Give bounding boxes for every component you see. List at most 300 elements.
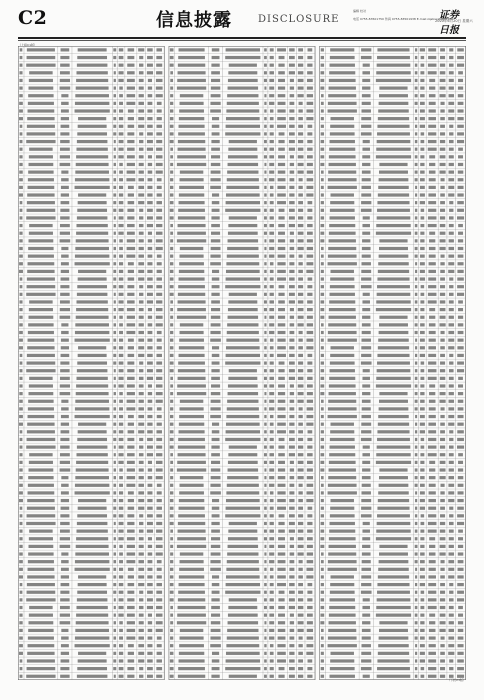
table-cell-text <box>113 438 116 441</box>
table-cell-text <box>278 331 286 334</box>
table-cell-text <box>75 262 110 265</box>
table-cell-text <box>60 163 71 166</box>
table-cell-text <box>289 102 294 105</box>
table-cell-text <box>449 545 454 548</box>
table-cell-text <box>264 667 267 670</box>
table-cell-text <box>264 583 267 586</box>
table-cell-text <box>180 552 203 555</box>
table-cell-text <box>308 125 313 128</box>
table-cell-text <box>379 484 409 487</box>
table-cell-text <box>170 614 173 617</box>
table-cell-text <box>420 148 424 151</box>
table-cell-text <box>420 232 424 235</box>
table-cell-text <box>157 652 162 655</box>
table-cell-text <box>225 591 260 594</box>
table-cell-text <box>28 415 55 418</box>
table-cell-text <box>127 64 134 67</box>
table-cell-text <box>148 560 153 563</box>
table-cell-text <box>170 438 174 441</box>
table-cell-text <box>289 591 295 594</box>
table-cell-text <box>420 407 425 410</box>
table-cell-text <box>264 453 267 456</box>
table-cell-text <box>139 468 144 471</box>
table-cell-text <box>29 461 53 464</box>
table-cell-text <box>307 407 314 410</box>
table-cell-text <box>420 614 424 617</box>
table-cell-text <box>458 171 464 174</box>
table-cell-text <box>420 453 424 456</box>
table-cell-text <box>458 79 463 82</box>
table-cell-text <box>361 125 371 128</box>
table-cell-text <box>278 384 285 387</box>
table-cell-text <box>138 644 144 647</box>
table-cell-text <box>226 499 260 502</box>
table-cell-text <box>170 598 174 601</box>
table-cell-text <box>328 629 356 632</box>
table-cell-text <box>421 438 425 441</box>
table-cell-text <box>156 285 162 288</box>
table-cell-text <box>138 491 144 494</box>
table-cell-text <box>330 56 355 59</box>
table-cell-text <box>429 392 435 395</box>
table-cell-text <box>119 514 124 517</box>
table-cell-text <box>420 186 425 189</box>
table-cell-text <box>362 484 371 487</box>
table-cell-text <box>156 79 163 82</box>
table-cell-text <box>114 461 116 464</box>
table-cell-text <box>19 331 23 334</box>
table-cell-text <box>156 675 162 678</box>
table-cell-text <box>448 575 454 578</box>
table-cell-text <box>127 247 136 250</box>
table-cell-text <box>428 201 436 204</box>
table-cell-text <box>377 675 411 678</box>
table-cell-text <box>170 163 173 166</box>
table-cell-text <box>298 346 303 349</box>
table-cell-text <box>428 514 436 517</box>
table-cell-text <box>170 300 173 303</box>
table-cell-text <box>60 514 69 517</box>
table-cell-text <box>76 606 107 609</box>
table-cell-text <box>119 193 123 196</box>
table-cell-text <box>27 209 56 212</box>
table-cell-text <box>321 56 324 59</box>
table-cell-text <box>420 659 425 662</box>
table-cell-text <box>289 423 294 426</box>
table-cell-text <box>298 552 304 555</box>
table-cell-text <box>156 430 162 433</box>
table-cell-text <box>227 552 258 555</box>
table-cell-text <box>27 132 56 135</box>
table-cell-text <box>264 507 267 510</box>
table-cell-text <box>156 239 163 242</box>
table-cell-text <box>269 316 274 319</box>
table-cell-text <box>19 484 23 487</box>
table-cell-text <box>139 94 144 97</box>
table-cell-text <box>361 652 371 655</box>
table-cell-text <box>210 491 221 494</box>
table-cell-text <box>277 499 286 502</box>
table-cell-text <box>128 262 134 265</box>
table-cell-text <box>440 545 446 548</box>
table-cell-text <box>147 300 153 303</box>
table-cell-text <box>289 453 295 456</box>
table-cell-text <box>289 300 295 303</box>
table-cell-text <box>212 209 220 212</box>
table-cell-text <box>119 300 124 303</box>
table-cell-text <box>227 331 259 334</box>
table-cell-text <box>170 285 174 288</box>
table-cell-text <box>362 476 371 479</box>
table-cell-text <box>328 171 356 174</box>
table-cell-text <box>27 117 54 120</box>
table-cell-text <box>269 79 274 82</box>
table-cell-text <box>448 484 454 487</box>
table-cell-text <box>20 56 23 59</box>
table-cell-text <box>439 552 445 555</box>
table-cell-text <box>114 293 116 296</box>
table-cell-text <box>449 384 454 387</box>
table-cell-text <box>270 369 274 372</box>
table-cell-text <box>170 636 173 639</box>
table-cell-text <box>119 102 123 105</box>
table-cell-text <box>415 79 418 82</box>
table-cell-text <box>290 232 294 235</box>
table-cell-text <box>321 209 324 212</box>
table-cell-text <box>277 270 286 273</box>
table-cell-text <box>128 277 135 280</box>
table-cell-text <box>307 209 312 212</box>
table-cell-text <box>27 659 55 662</box>
table-cell-text <box>156 522 162 525</box>
table-cell-text <box>147 339 152 342</box>
table-cell-text <box>60 64 69 67</box>
table-cell-text <box>29 530 52 533</box>
table-cell-text <box>290 316 294 319</box>
table-cell-text <box>420 316 424 319</box>
table-cell-text <box>60 79 70 82</box>
table-cell-text <box>211 392 220 395</box>
table-cell-text <box>76 232 108 235</box>
table-cell-text <box>449 163 454 166</box>
table-cell-text <box>119 316 123 319</box>
table-cell-text <box>321 331 324 334</box>
table-cell-text <box>298 583 303 586</box>
table-cell-text <box>329 621 356 624</box>
table-cell-text <box>415 354 417 357</box>
table-cell-text <box>113 132 116 135</box>
table-cell-text <box>449 598 454 601</box>
table-cell-text <box>60 132 69 135</box>
table-cell-text <box>170 537 173 540</box>
table-cell-text <box>114 369 116 372</box>
table-cell-text <box>420 277 425 280</box>
table-cell-text <box>420 491 425 494</box>
table-cell-text <box>210 407 220 410</box>
table-cell-text <box>415 300 418 303</box>
table-cell-text <box>321 675 325 678</box>
table-cell-text <box>289 125 294 128</box>
table-cell-text <box>226 415 259 418</box>
table-cell-text <box>113 354 116 357</box>
table-cell-text <box>19 461 22 464</box>
table-cell-text <box>458 232 463 235</box>
table-cell-text <box>60 224 70 227</box>
table-cell-text <box>458 262 464 265</box>
table-cell-text <box>138 48 144 51</box>
table-cell-text <box>290 476 295 479</box>
table-cell-text <box>229 369 257 372</box>
table-cell-text <box>119 369 124 372</box>
table-cell-text <box>119 323 123 326</box>
table-cell-text <box>328 484 357 487</box>
table-cell-text <box>119 438 124 441</box>
table-cell-text <box>61 491 69 494</box>
table-cell-text <box>211 148 220 151</box>
table-cell-text <box>113 339 116 342</box>
table-cell-text <box>428 591 436 594</box>
table-cell-text <box>440 285 445 288</box>
table-cell-text <box>19 568 23 571</box>
table-cell-text <box>330 430 354 433</box>
table-cell-text <box>415 255 418 258</box>
table-cell-text <box>127 79 135 82</box>
table-cell-text <box>29 621 54 624</box>
table-cell-text <box>148 484 153 487</box>
table-cell-text <box>227 247 258 250</box>
table-cell-text <box>60 384 70 387</box>
table-cell-text <box>113 209 116 212</box>
table-cell-text <box>270 583 274 586</box>
table-cell-text <box>329 232 356 235</box>
table-cell-text <box>449 71 454 74</box>
table-cell-text <box>278 545 285 548</box>
table-cell-text <box>77 598 108 601</box>
table-cell-text <box>298 232 304 235</box>
table-cell-text <box>306 415 313 418</box>
table-cell-text <box>170 232 173 235</box>
table-cell-text <box>330 125 354 128</box>
table-cell-text <box>330 369 355 372</box>
table-cell-text <box>118 232 123 235</box>
table-cell-text <box>19 163 22 166</box>
table-cell-text <box>439 476 445 479</box>
table-cell-text <box>178 209 205 212</box>
table-cell-text <box>28 186 55 189</box>
table-cell-text <box>75 476 109 479</box>
table-cell-text <box>19 530 22 533</box>
table-cell-text <box>457 64 464 67</box>
table-cell-text <box>228 468 259 471</box>
table-cell-text <box>27 499 54 502</box>
table-cell-text <box>421 522 425 525</box>
table-cell-text <box>428 530 437 533</box>
table-cell-text <box>225 56 260 59</box>
table-cell-text <box>299 560 303 563</box>
table-cell-text <box>321 377 325 380</box>
table-cell-text <box>147 514 153 517</box>
table-cell-text <box>448 568 454 571</box>
table-cell-text <box>156 232 163 235</box>
table-cell-text <box>379 102 409 105</box>
table-cell-text <box>307 285 312 288</box>
table-cell-text <box>76 461 108 464</box>
table-cell-text <box>27 583 55 586</box>
table-cell-text <box>269 384 274 387</box>
table-cell-text <box>278 255 286 258</box>
table-cell-text <box>298 614 304 617</box>
table-cell-text <box>290 621 294 624</box>
table-cell-text <box>415 277 417 280</box>
table-cell-text <box>226 201 260 204</box>
table-cell-text <box>178 591 205 594</box>
table-cell-text <box>320 316 324 319</box>
table-cell-text <box>420 629 425 632</box>
table-cell-text <box>278 171 286 174</box>
table-cell-text <box>330 216 355 219</box>
table-cell-text <box>264 530 267 533</box>
table-cell-text <box>379 636 409 639</box>
table-cell-text <box>307 453 313 456</box>
table-cell-text <box>421 445 425 448</box>
table-cell-text <box>127 537 135 540</box>
table-cell-text <box>60 522 69 525</box>
table-cell-text <box>306 491 313 494</box>
table-cell-text <box>440 48 445 51</box>
table-cell-text <box>77 64 108 67</box>
table-cell-text <box>228 537 258 540</box>
table-cell-text <box>421 369 425 372</box>
table-cell-text <box>298 392 304 395</box>
table-cell-text <box>307 621 313 624</box>
table-cell-text <box>289 568 294 571</box>
table-cell-text <box>379 86 407 89</box>
table-cell-text <box>113 491 116 494</box>
table-cell-text <box>114 79 116 82</box>
table-cell-text <box>264 155 267 158</box>
table-cell-text <box>157 339 162 342</box>
table-cell-text <box>378 346 409 349</box>
table-cell-text <box>179 491 204 494</box>
table-cell-text <box>212 132 220 135</box>
table-cell-text <box>308 430 313 433</box>
table-cell-text <box>361 499 371 502</box>
table-cell-text <box>439 171 445 174</box>
table-cell-text <box>157 568 162 571</box>
table-cell-text <box>290 171 295 174</box>
table-cell-text <box>428 499 436 502</box>
table-cell-text <box>170 530 173 533</box>
table-cell-text <box>113 361 116 364</box>
table-cell-text <box>440 583 445 586</box>
table-cell-text <box>269 453 274 456</box>
table-cell-text <box>321 293 325 296</box>
table-cell-text <box>78 423 106 426</box>
table-cell-text <box>19 636 23 639</box>
table-cell-text <box>307 239 313 242</box>
table-cell-text <box>264 575 266 578</box>
table-cell-text <box>429 171 436 174</box>
table-cell-text <box>114 155 116 158</box>
table-cell-text <box>226 346 260 349</box>
table-cell-text <box>307 94 313 97</box>
table-cell-text <box>298 384 304 387</box>
table-cell-text <box>278 400 286 403</box>
table-cell-text <box>179 109 204 112</box>
table-cell-text <box>278 522 284 525</box>
table-cell-text <box>119 171 123 174</box>
table-cell-text <box>113 407 116 410</box>
table-cell-text <box>76 621 109 624</box>
table-cell-text <box>210 415 221 418</box>
table-cell-text <box>264 86 266 89</box>
table-cell-text <box>26 522 55 525</box>
table-cell-text <box>361 354 371 357</box>
table-cell-text <box>362 232 370 235</box>
table-cell-text <box>269 614 274 617</box>
table-cell-text <box>298 239 304 242</box>
table-cell-text <box>78 193 106 196</box>
table-cell-text <box>27 438 56 441</box>
table-cell-text <box>307 438 312 441</box>
table-cell-text <box>278 484 286 487</box>
table-cell-text <box>170 323 173 326</box>
table-cell-text <box>78 117 106 120</box>
table-cell-text <box>118 614 123 617</box>
table-cell-text <box>179 186 204 189</box>
table-cell-text <box>264 598 267 601</box>
table-cell-text <box>277 339 285 342</box>
table-cell-text <box>211 163 220 166</box>
table-cell-text <box>139 537 144 540</box>
table-cell-text <box>415 507 417 510</box>
table-cell-text <box>270 507 274 510</box>
table-cell-text <box>415 331 418 334</box>
table-cell-text <box>429 568 436 571</box>
table-cell-text <box>147 186 152 189</box>
table-cell-text <box>225 514 260 517</box>
table-cell-text <box>229 675 257 678</box>
table-cell-text <box>156 537 163 540</box>
table-cell-text <box>211 545 220 548</box>
table-cell-text <box>114 94 116 97</box>
table-cell-text <box>415 125 417 128</box>
table-cell-text <box>429 79 435 82</box>
table-cell-text <box>279 514 285 517</box>
table-cell-text <box>415 392 418 395</box>
table-cell-text <box>156 224 162 227</box>
table-cell-text <box>170 507 174 510</box>
table-cell-text <box>211 316 220 319</box>
table-cell-text <box>278 216 284 219</box>
table-cell-text <box>119 354 124 357</box>
table-cell-text <box>420 117 425 120</box>
table-cell-text <box>362 545 370 548</box>
table-cell-text <box>114 86 116 89</box>
table-cell-text <box>377 201 409 204</box>
table-cell-text <box>457 201 464 204</box>
table-cell-text <box>139 530 144 533</box>
table-cell-text <box>157 636 162 639</box>
table-cell-text <box>361 507 371 510</box>
table-cell-text <box>26 216 55 219</box>
table-cell-text <box>148 614 152 617</box>
table-cell-text <box>170 499 174 502</box>
table-cell-text <box>264 224 267 227</box>
table-cell-text <box>439 400 445 403</box>
table-cell-text <box>457 140 464 143</box>
table-cell-text <box>362 468 370 471</box>
